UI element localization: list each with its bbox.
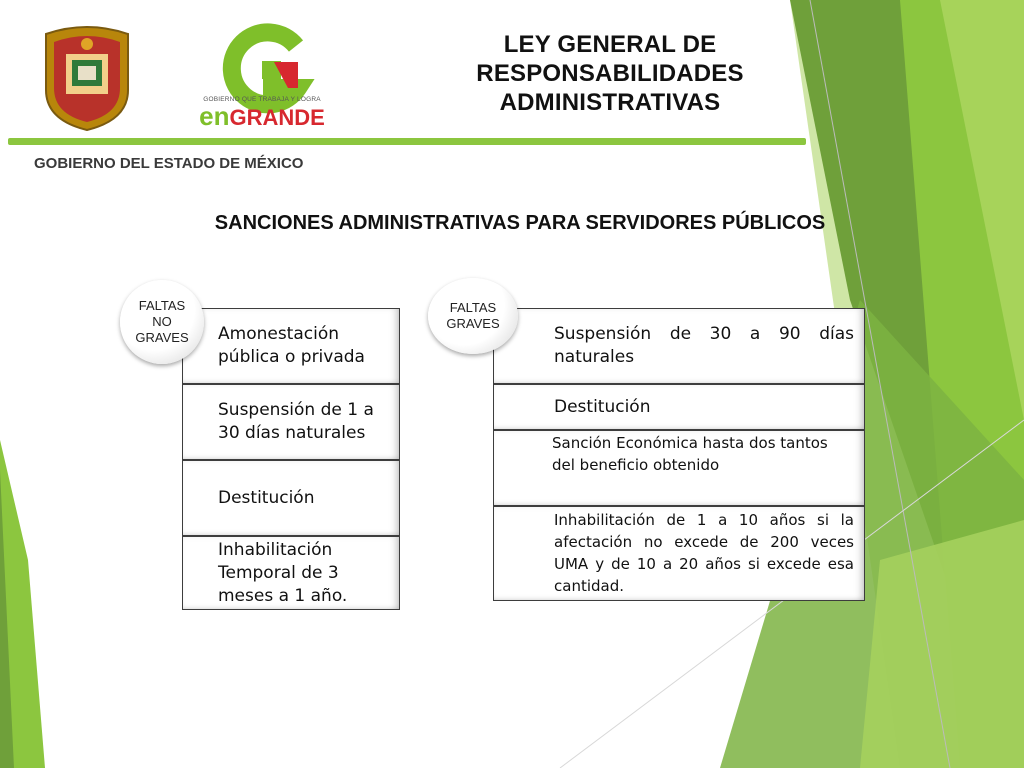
- brand-word-grande: GRANDE: [229, 105, 325, 130]
- page-title: LEY GENERAL DE RESPONSABILIDADES ADMINISTRATIVAS: [476, 31, 744, 116]
- no-graves-item-text: Suspensión de 1 a 30 días naturales: [218, 400, 374, 443]
- graves-item: [493, 308, 865, 384]
- no-graves-item-text: Amonestación pública o privada: [218, 324, 365, 367]
- brand-tagline: GOBIERNO QUE TRABAJA Y LOGRA: [203, 96, 321, 103]
- no-graves-item-text: Inhabilitación Temporal de 3 meses a 1 año.: [218, 539, 348, 606]
- no-graves-item: [182, 308, 400, 384]
- graves-item: [493, 506, 865, 601]
- brand-word-en: en: [199, 101, 230, 131]
- graves-item: [493, 384, 865, 430]
- graves-item-text: Sanción Económica hasta dos tantos del beneficio obtenido: [552, 434, 828, 474]
- state-seal-logo: [38, 20, 136, 132]
- graves-item-text: Destitución: [554, 396, 651, 417]
- graves-item-text: Suspensión de 30 a 90 días naturales: [554, 324, 854, 367]
- brand-wordmark: [192, 101, 332, 131]
- no-graves-item: [182, 460, 400, 536]
- graves-item-text: Inhabilitación de 1 a 10 años si la afectación no excede de 200 veces UMA y de 10 a 20 años si excede esa cantidad.: [554, 510, 854, 595]
- faltas-graves-badge: FALTAS GRAVES: [428, 278, 518, 354]
- government-name: GOBIERNO DEL ESTADO DE MÉXICO: [34, 155, 304, 172]
- no-graves-item-text: Destitución: [218, 487, 315, 508]
- section-subtitle: SANCIONES ADMINISTRATIVAS PARA SERVIDORES PÚBLICOS: [214, 212, 826, 234]
- header-divider: [8, 138, 806, 145]
- graves-item: [493, 430, 865, 506]
- faltas-no-graves-badge: FALTAS NO GRAVES: [120, 280, 204, 364]
- no-graves-item: [182, 384, 400, 460]
- no-graves-item: [182, 536, 400, 610]
